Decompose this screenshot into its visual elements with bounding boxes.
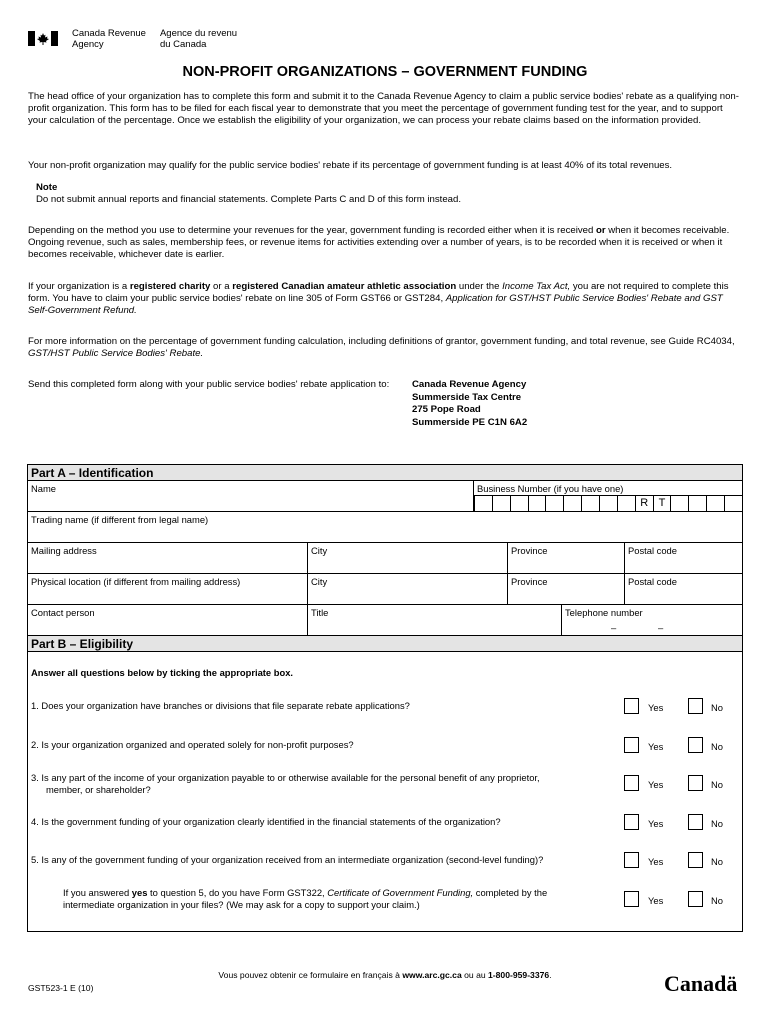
intro-paragraph: The head office of your organization has to complete this form and submit it to the Canada Revenue Agency to claim a public service bodies' rebate as a qualifying non-profit organization. This form has to be filed for each fiscal year to demonstrate that you meet the percentage of government funding test for the year, and to support your calculation of the percentage. Once we establish the eligibility of your organization, we can process your rebate claims based on the information provided. xyxy=(28,91,739,126)
q1-yes-label: Yes xyxy=(648,702,664,713)
q3-no-label: No xyxy=(711,779,723,790)
trading-name-field[interactable]: Trading name (if different from legal name) xyxy=(28,512,742,543)
website-link[interactable]: www.arc.gc.ca xyxy=(402,970,462,980)
form-body xyxy=(27,464,743,932)
question-3: 3. Is any part of the income of your organization payable to or otherwise available for the personal benefit of any proprietor, member, or shareholder? xyxy=(31,772,540,795)
mailing-city-field[interactable]: City xyxy=(308,543,508,574)
phone-dash-1: – xyxy=(611,622,617,633)
q5-yes-label: Yes xyxy=(648,856,664,867)
more-info-paragraph: For more information on the percentage of government funding calculation, including definitions of grantor, government funding, and total revenue, see Guide RC4034, GST/HST Public Service Bodies' Rebate. xyxy=(28,336,735,359)
q4-yes-checkbox[interactable] xyxy=(624,814,639,830)
q5b-no-label: No xyxy=(711,895,723,906)
mailing-postal-field[interactable]: Postal code xyxy=(625,543,742,574)
mailing-address: Canada Revenue Agency Summerside Tax Centre 275 Pope Road Summerside PE C1N 6A2 xyxy=(412,379,528,428)
physical-city-field[interactable]: City xyxy=(308,574,508,605)
q2-no-checkbox[interactable] xyxy=(688,737,703,753)
question-5: 5. Is any of the government funding of your organization received from an intermediate organization (second-level funding)? xyxy=(31,854,544,865)
question-4: 4. Is the government funding of your organization clearly identified in the financial statements of the organization? xyxy=(31,816,501,827)
mailing-address-field[interactable]: Mailing address xyxy=(28,543,308,574)
mailing-province-field[interactable]: Province xyxy=(508,543,625,574)
q2-no-label: No xyxy=(711,741,723,752)
physical-location-field[interactable]: Physical location (if different from mailing address) xyxy=(28,574,308,605)
agency-header xyxy=(28,28,237,50)
part-a-heading: Part A – Identification xyxy=(28,465,742,481)
note-text: Do not submit annual reports and financial statements. Complete Parts C and D of this form instead. xyxy=(36,194,462,205)
q5-yes-checkbox[interactable] xyxy=(624,852,639,868)
q2-yes-checkbox[interactable] xyxy=(624,737,639,753)
qualify-paragraph: Your non-profit organization may qualify for the public service bodies' rebate if its percentage of government funding is at least 40% of its total revenues. xyxy=(28,160,673,171)
q1-no-label: No xyxy=(711,702,723,713)
name-field[interactable]: Name xyxy=(28,481,474,512)
q3-yes-checkbox[interactable] xyxy=(624,775,639,791)
q5b-yes-label: Yes xyxy=(648,895,664,906)
note-block xyxy=(36,182,752,206)
physical-postal-field[interactable]: Postal code xyxy=(625,574,742,605)
q5b-yes-checkbox[interactable] xyxy=(624,891,639,907)
charity-paragraph: If your organization is a registered charity or a registered Canadian amateur athletic association under the Income Tax Act, you are not required to complete this form. You have to claim your public service bodies' rebate on line 305 of Form GST66 or GST284, Application for GST/HST Public Service Bodies' Rebate and GST Self-Government Refund. xyxy=(28,281,729,316)
business-number-field[interactable]: Business Number (if you have one) xyxy=(474,481,742,512)
phone-dash-2: – xyxy=(658,622,664,633)
business-number-boxes[interactable] xyxy=(474,495,742,510)
part-b-instruction: Answer all questions below by ticking the appropriate box. xyxy=(31,667,294,678)
french-availability-note: Vous pouvez obtenir ce formulaire en français à www.arc.gc.ca ou au 1-800-959-3376. xyxy=(218,970,552,980)
q4-no-checkbox[interactable] xyxy=(688,814,703,830)
q1-no-checkbox[interactable] xyxy=(688,698,703,714)
note-heading: Note xyxy=(36,182,58,193)
part-b-heading: Part B – Eligibility xyxy=(28,636,742,652)
contact-person-field[interactable]: Contact person xyxy=(28,605,308,636)
q2-yes-label: Yes xyxy=(648,741,664,752)
form-code: GST523-1 E (10) xyxy=(28,983,94,993)
canada-flag-icon xyxy=(28,31,58,46)
bn-r-box: R xyxy=(635,496,653,511)
agency-name-en: Canada Revenue Agency xyxy=(72,28,146,50)
question-1: 1. Does your organization have branches or divisions that file separate rebate applications? xyxy=(31,700,410,711)
q1-yes-checkbox[interactable] xyxy=(624,698,639,714)
q5-no-label: No xyxy=(711,856,723,867)
contact-title-field[interactable]: Title xyxy=(308,605,562,636)
bn-t-box: T xyxy=(653,496,671,511)
form-title: NON-PROFIT ORGANIZATIONS – GOVERNMENT FUNDING xyxy=(182,64,588,80)
q4-yes-label: Yes xyxy=(648,818,664,829)
send-instruction: Send this completed form along with your public service bodies' rebate application to: xyxy=(28,379,390,390)
physical-province-field[interactable]: Province xyxy=(508,574,625,605)
q3-yes-label: Yes xyxy=(648,779,664,790)
q3-no-checkbox[interactable] xyxy=(688,775,703,791)
canada-wordmark-logo: Canadä xyxy=(664,971,738,996)
telephone-field[interactable]: Telephone number xyxy=(562,605,742,636)
q5b-no-checkbox[interactable] xyxy=(688,891,703,907)
q4-no-label: No xyxy=(711,818,723,829)
question-5-followup: If you answered yes to question 5, do you have Form GST322, Certificate of Government Funding, completed by the intermediate organization in your files? (We may ask for a copy to support your claim.) xyxy=(63,887,548,910)
question-2: 2. Is your organization organized and operated solely for non-profit purposes? xyxy=(31,739,354,750)
q5-no-checkbox[interactable] xyxy=(688,852,703,868)
agency-name-fr: Agence du revenu du Canada xyxy=(159,28,238,50)
method-paragraph: Depending on the method you use to determine your revenues for the year, government funding is recorded either when it is received or when it becomes receivable. Ongoing revenue, such as sales, membership fees, or revenue items for activities extending over a number of years, is to be recorded when it is received or when it becomes receivable, whichever date is earlier. xyxy=(28,225,730,260)
phone-number: 1-800-959-3376 xyxy=(488,970,550,980)
